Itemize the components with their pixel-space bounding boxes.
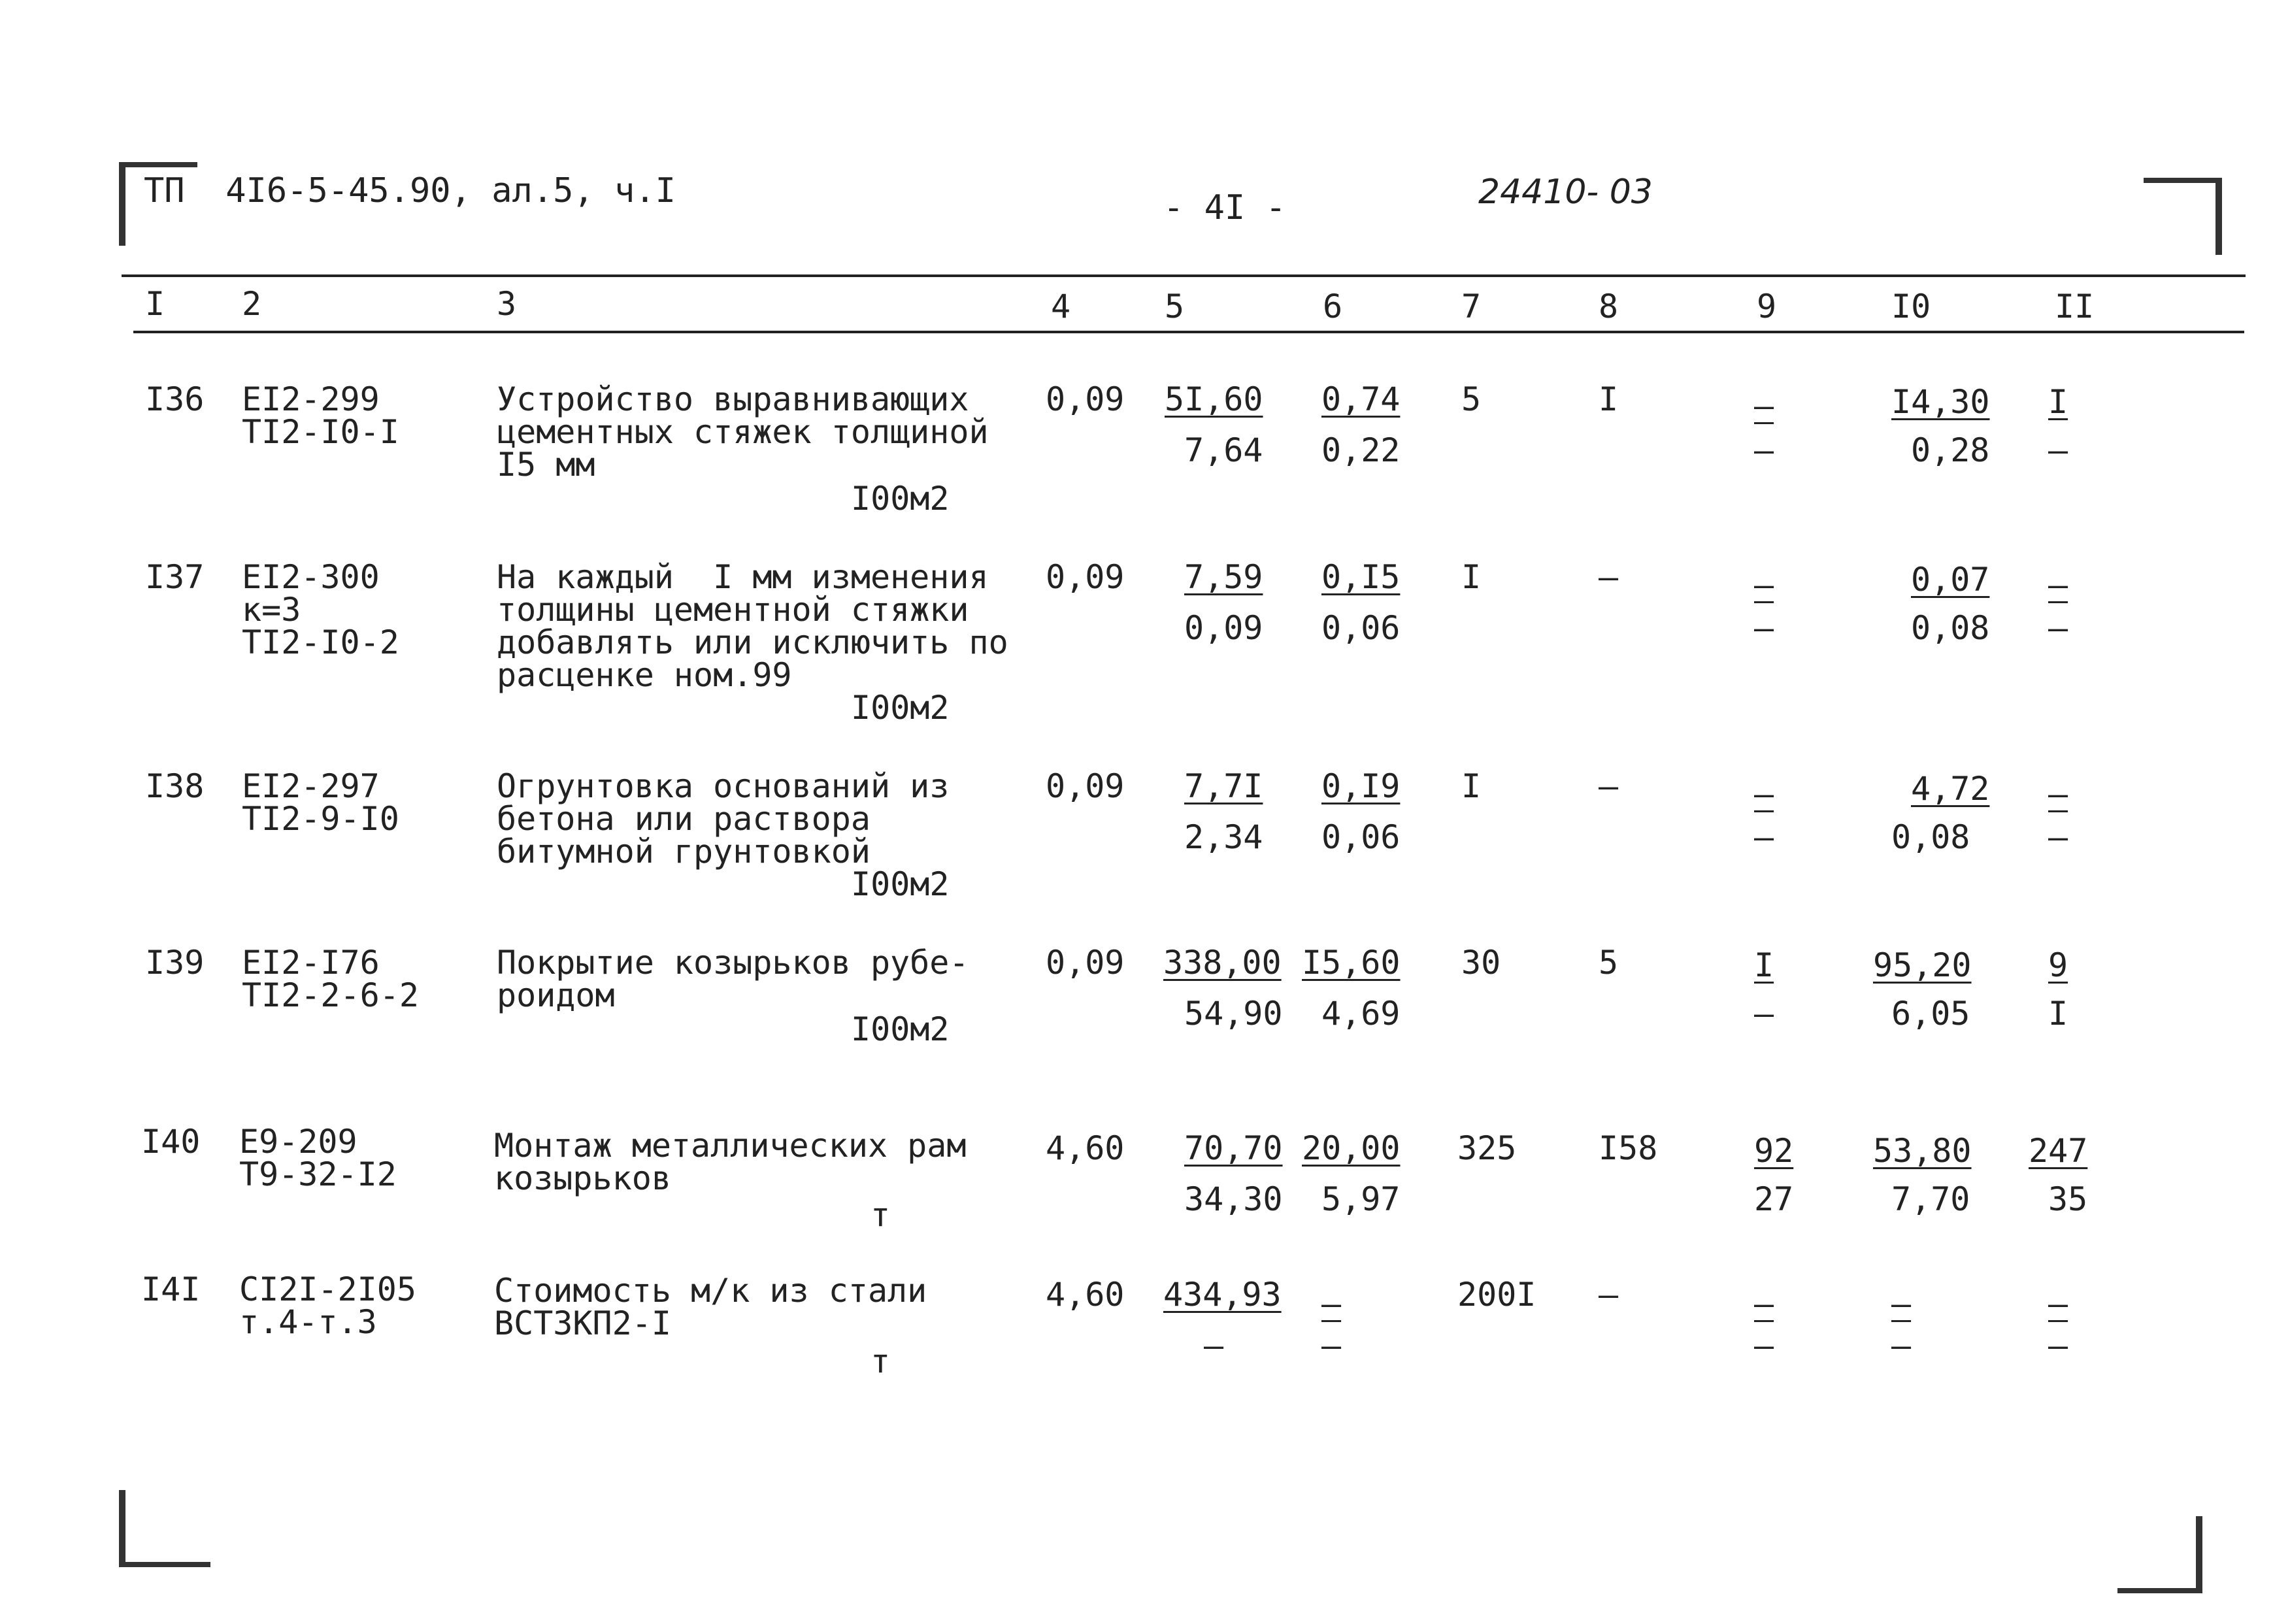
cost-col9-bottom: –	[1754, 431, 1774, 469]
rate-code: EI2-I76	[242, 944, 380, 982]
column-header: 9	[1757, 288, 1777, 325]
cost-col10-bottom: 0,08	[1891, 818, 1970, 856]
cost-col10-bottom: 0,28	[1911, 431, 1990, 469]
rate-code: TI2-9-I0	[242, 800, 399, 838]
cost-col5-top: 338,00	[1163, 944, 1282, 982]
cost-col10-top: 53,80	[1873, 1132, 1972, 1170]
cost-col10-bottom: 6,05	[1891, 995, 1970, 1033]
header-bottom-rule	[133, 331, 2244, 333]
rate-code: т.4-т.3	[239, 1303, 377, 1341]
column-header: 8	[1599, 288, 1619, 325]
cost-col8: –	[1599, 558, 1619, 596]
cost-col11-top: 247	[2029, 1132, 2088, 1170]
cost-col5-top: 7,59	[1184, 558, 1263, 596]
cost-col8: –	[1599, 767, 1619, 805]
cost-col6-top: –	[1321, 1285, 1342, 1323]
cost-col7: 200I	[1457, 1276, 1536, 1314]
cost-col9-top: 92	[1754, 1132, 1794, 1170]
cost-col9-top: I	[1754, 946, 1774, 984]
cost-col5-bottom: 2,34	[1184, 818, 1263, 856]
cost-col9-top: –	[1754, 775, 1774, 813]
cost-col7: I	[1461, 558, 1482, 596]
work-description: ВСТ3КП2-I	[494, 1304, 671, 1342]
quantity: 0,09	[1046, 558, 1125, 596]
work-description: На каждый I мм изменения	[497, 558, 989, 596]
column-header: 4	[1051, 288, 1071, 325]
cost-col6-bottom: 0,06	[1321, 818, 1401, 856]
cost-col11-top: –	[2048, 1285, 2068, 1323]
quantity: 4,60	[1046, 1276, 1125, 1314]
unit-of-measure: I00м2	[851, 480, 950, 518]
work-description: Монтаж металлических рам	[494, 1127, 967, 1165]
cost-col9-bottom: –	[1754, 995, 1774, 1033]
column-header: 3	[497, 285, 517, 323]
cost-col5-bottom: 7,64	[1184, 431, 1263, 469]
quantity: 0,09	[1046, 380, 1125, 418]
quantity: 0,09	[1046, 944, 1125, 982]
cost-col11-top: –	[2048, 566, 2068, 604]
work-description: козырьков	[494, 1159, 671, 1197]
cost-col7: I	[1461, 767, 1482, 805]
cost-col5-top: 434,93	[1163, 1276, 1282, 1314]
rate-code: TI2-2-6-2	[242, 976, 419, 1014]
row-number: I40	[141, 1123, 201, 1161]
cost-col5-bottom: 0,09	[1184, 609, 1263, 647]
header-top-rule	[122, 274, 2246, 277]
page-number: - 4I -	[1163, 188, 1286, 227]
cost-col9-bottom: –	[1754, 609, 1774, 647]
rate-code: EI2-297	[242, 767, 380, 805]
cost-col6-top: 0,74	[1321, 380, 1401, 418]
rate-code: TI2-I0-2	[242, 623, 399, 661]
cost-col5-bottom: 34,30	[1184, 1180, 1283, 1218]
corner-top-right	[2144, 178, 2222, 255]
cost-col8: –	[1599, 1276, 1619, 1314]
work-description: расценке ном.99	[497, 656, 792, 694]
rate-code: T9-32-I2	[239, 1155, 397, 1193]
column-header: 6	[1323, 288, 1343, 325]
row-number: I36	[145, 380, 205, 418]
rate-code: EI2-299	[242, 380, 380, 418]
rate-code: к=3	[242, 591, 301, 629]
cost-col11-bottom: I	[2048, 995, 2068, 1033]
cost-col7: 325	[1457, 1129, 1517, 1167]
unit-of-measure: I00м2	[851, 865, 950, 903]
cost-col5-top: 7,7I	[1184, 767, 1263, 805]
cost-col10-top: –	[1891, 1285, 1912, 1323]
rate-code: EI2-300	[242, 558, 380, 596]
work-description: битумной грунтовкой	[497, 833, 871, 870]
cost-col6-top: 20,00	[1302, 1129, 1401, 1167]
cost-col9-top: –	[1754, 566, 1774, 604]
work-description: Покрытие козырьков рубе-	[497, 944, 969, 982]
cost-col8: 5	[1599, 944, 1619, 982]
corner-bottom-right	[2117, 1516, 2202, 1593]
cost-col6-bottom: 0,06	[1321, 609, 1401, 647]
cost-col6-bottom: 4,69	[1321, 995, 1401, 1033]
cost-col5-top: 70,70	[1184, 1129, 1283, 1167]
cost-col11-bottom: –	[2048, 818, 2068, 856]
cost-col11-bottom: –	[2048, 609, 2068, 647]
work-description: толщины цементной стяжки	[497, 591, 969, 629]
cost-col6-bottom: 5,97	[1321, 1180, 1401, 1218]
cost-col7: 5	[1461, 380, 1482, 418]
cost-col9-bottom: –	[1754, 818, 1774, 856]
row-number: I37	[145, 558, 205, 596]
row-number: I38	[145, 767, 205, 805]
cost-col11-top: I	[2048, 383, 2068, 421]
rate-code: E9-209	[239, 1123, 357, 1161]
cost-col10-bottom: 0,08	[1911, 609, 1990, 647]
rate-code: TI2-I0-I	[242, 413, 399, 451]
work-description: добавлять или исключить по	[497, 623, 1008, 661]
work-description: цементных стяжек толщиной	[497, 413, 989, 451]
cost-col6-top: I5,60	[1302, 944, 1401, 982]
quantity: 4,60	[1046, 1129, 1125, 1167]
cost-col6-bottom: –	[1321, 1327, 1342, 1365]
cost-col10-top: I4,30	[1891, 383, 1990, 421]
unit-of-measure: I00м2	[851, 1010, 950, 1048]
cost-col10-bottom: –	[1891, 1327, 1912, 1365]
unit-of-measure: т	[871, 1342, 891, 1380]
cost-col10-top: 95,20	[1873, 946, 1972, 984]
cost-col8: I58	[1599, 1129, 1658, 1167]
cost-col10-top: 0,07	[1911, 561, 1990, 599]
column-header: I0	[1891, 288, 1931, 325]
cost-col7: 30	[1461, 944, 1501, 982]
cost-col11-top: –	[2048, 775, 2068, 813]
cost-col11-top: 9	[2048, 946, 2068, 984]
cost-col11-bottom: –	[2048, 1327, 2068, 1365]
cost-col11-bottom: –	[2048, 431, 2068, 469]
column-header: I	[145, 285, 165, 323]
cost-col5-bottom: –	[1204, 1327, 1224, 1365]
cost-col5-bottom: 54,90	[1184, 995, 1283, 1033]
work-description: I5 мм	[497, 446, 595, 484]
column-header: 2	[242, 285, 262, 323]
column-header: II	[2055, 288, 2095, 325]
cost-col9-top: –	[1754, 1285, 1774, 1323]
quantity: 0,09	[1046, 767, 1125, 805]
work-description: Огрунтовка оснований из	[497, 767, 950, 805]
cost-col10-bottom: 7,70	[1891, 1180, 1970, 1218]
work-description: роидом	[497, 976, 615, 1014]
work-description: Стоимость м/к из стали	[494, 1272, 927, 1310]
row-number: I4I	[141, 1270, 201, 1308]
document-reference: ТП 4I6-5-45.90, ал.5, ч.I	[144, 171, 676, 210]
work-description: бетона или раствора	[497, 800, 871, 838]
cost-col11-bottom: 35	[2048, 1180, 2088, 1218]
cost-col9-top: –	[1754, 387, 1774, 425]
cost-col6-top: 0,I5	[1321, 558, 1401, 596]
handwritten-stamp: 24410- 03	[1478, 173, 1653, 212]
cost-col8: I	[1599, 380, 1619, 418]
corner-bottom-left	[119, 1490, 210, 1567]
unit-of-measure: т	[871, 1196, 891, 1234]
cost-col9-bottom: –	[1754, 1327, 1774, 1365]
cost-col5-top: 5I,60	[1165, 380, 1263, 418]
row-number: I39	[145, 944, 205, 982]
column-header: 5	[1165, 288, 1185, 325]
work-description: Устройство выравнивающих	[497, 380, 969, 418]
cost-col6-top: 0,I9	[1321, 767, 1401, 805]
unit-of-measure: I00м2	[851, 689, 950, 727]
column-header: 7	[1461, 288, 1482, 325]
cost-col10-top: 4,72	[1911, 770, 1990, 808]
cost-col6-bottom: 0,22	[1321, 431, 1401, 469]
cost-col9-bottom: 27	[1754, 1180, 1794, 1218]
rate-code: CI2I-2I05	[239, 1270, 416, 1308]
